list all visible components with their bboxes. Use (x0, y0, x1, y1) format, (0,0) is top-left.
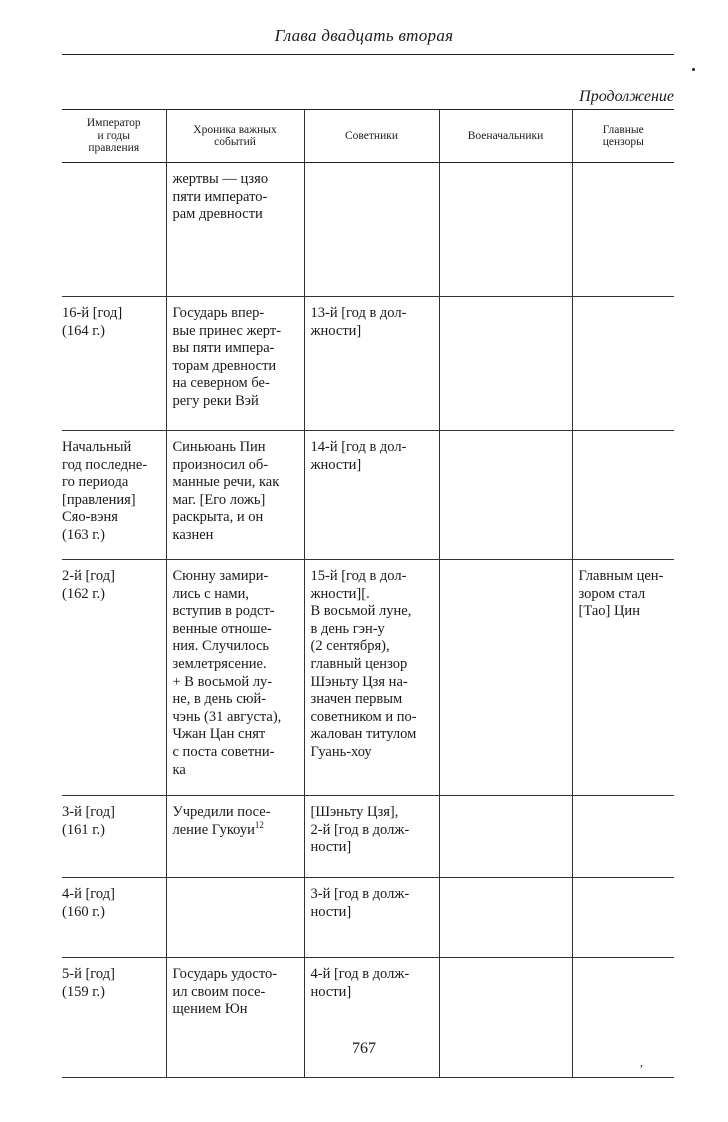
cell-censors (572, 431, 674, 560)
cell-generals (439, 163, 572, 297)
column-header-generals: Военачальники (439, 110, 572, 163)
table-row (62, 431, 674, 560)
cell-censors (572, 878, 674, 958)
cell-emperor: 5-й [год] (159 г.) (62, 958, 166, 1078)
cell-emperor: Начальный год последне- го периода [правления] Сяо-вэня (163 г.) (62, 431, 166, 560)
chronicle-text: Государь впер- вые принес жерт- вы пяти импера- торам древности на северном бе- регу реки Вэй (172, 305, 282, 409)
chronicle-text: Учредили посе- ление Гукоуи (172, 804, 271, 838)
column-header-chronicle: Хроника важных событий (166, 110, 304, 163)
chronicle-table (62, 109, 674, 1078)
table-header-row (62, 110, 674, 163)
cell-censors: Главным цен- зором стал [Тао] Цин (572, 560, 674, 796)
continued-label: Продолжение (579, 88, 674, 105)
cell-advisers: [Шэньту Цзя], 2-й [год в долж- ности] (304, 796, 439, 878)
chronicle-text: жертвы — цзяо пяти императо- рам древности (172, 171, 269, 223)
cell-generals (439, 796, 572, 878)
cell-censors (572, 163, 674, 297)
cell-generals (439, 958, 572, 1078)
cell-chronicle (166, 958, 304, 1078)
column-header-emperor: Император и годы правления (62, 110, 166, 163)
cell-emperor: 4-й [год] (160 г.) (62, 878, 166, 958)
cell-censors (572, 796, 674, 878)
table-row (62, 163, 674, 297)
cell-censors (572, 297, 674, 431)
running-head: Глава двадцать вторая (274, 26, 454, 45)
cell-emperor (62, 163, 166, 297)
cell-emperor: 3-й [год] (161 г.) (62, 796, 166, 878)
table-row (62, 796, 674, 878)
stray-mark: , (640, 1055, 643, 1069)
column-header-advisers: Советники (304, 110, 439, 163)
cell-censors (572, 958, 674, 1078)
table-row (62, 560, 674, 796)
cell-emperor: 2-й [год] (162 г.) (62, 560, 166, 796)
cell-chronicle (166, 878, 304, 958)
column-header-censors: Главные цензоры (572, 110, 674, 163)
cell-advisers: 3-й [год в долж- ности] (304, 878, 439, 958)
cell-generals (439, 560, 572, 796)
cell-generals (439, 878, 572, 958)
header-rule (62, 54, 674, 55)
table-row (62, 297, 674, 431)
footnote-marker: 12 (254, 819, 264, 830)
cell-emperor: 16-й [год] (164 г.) (62, 297, 166, 431)
cell-advisers: 15-й [год в дол- жности][. В восьмой луне, в день гэн-у (2 сентября), главный цензор Шэньту Цзя на- значен первым советником и по- жалован титулом Гуань-хоу (304, 560, 439, 796)
cell-generals (439, 431, 572, 560)
cell-advisers: 13-й [год в дол- жности] (304, 297, 439, 431)
stray-dot (692, 68, 695, 71)
table-row (62, 958, 674, 1078)
table-row (62, 878, 674, 958)
cell-advisers (304, 163, 439, 297)
cell-advisers: 14-й [год в дол- жности] (304, 431, 439, 560)
cell-chronicle (166, 297, 304, 431)
cell-generals (439, 297, 572, 431)
cell-chronicle (166, 163, 304, 297)
cell-chronicle (166, 796, 304, 878)
cell-chronicle (166, 560, 304, 796)
chronicle-text: Государь удосто- ил своим посе- щением Юн (172, 966, 278, 1018)
cell-advisers: 4-й [год в долж- ности] (304, 958, 439, 1078)
chronicle-text: Сюнну замири- лись с нами, вступив в родст- венные отноше- ния. Случилось землетрясение. + В восьмой лу- не, в день сюй- чэнь (31 августа), Чжан Цан снят с поста советни- ка (172, 568, 282, 778)
page-number: 767 (352, 1040, 376, 1057)
cell-chronicle (166, 431, 304, 560)
chronicle-text: Синьюань Пин произносил об- манные речи, как маг. [Его ложь] раскрыта, и он казнен (172, 439, 280, 543)
